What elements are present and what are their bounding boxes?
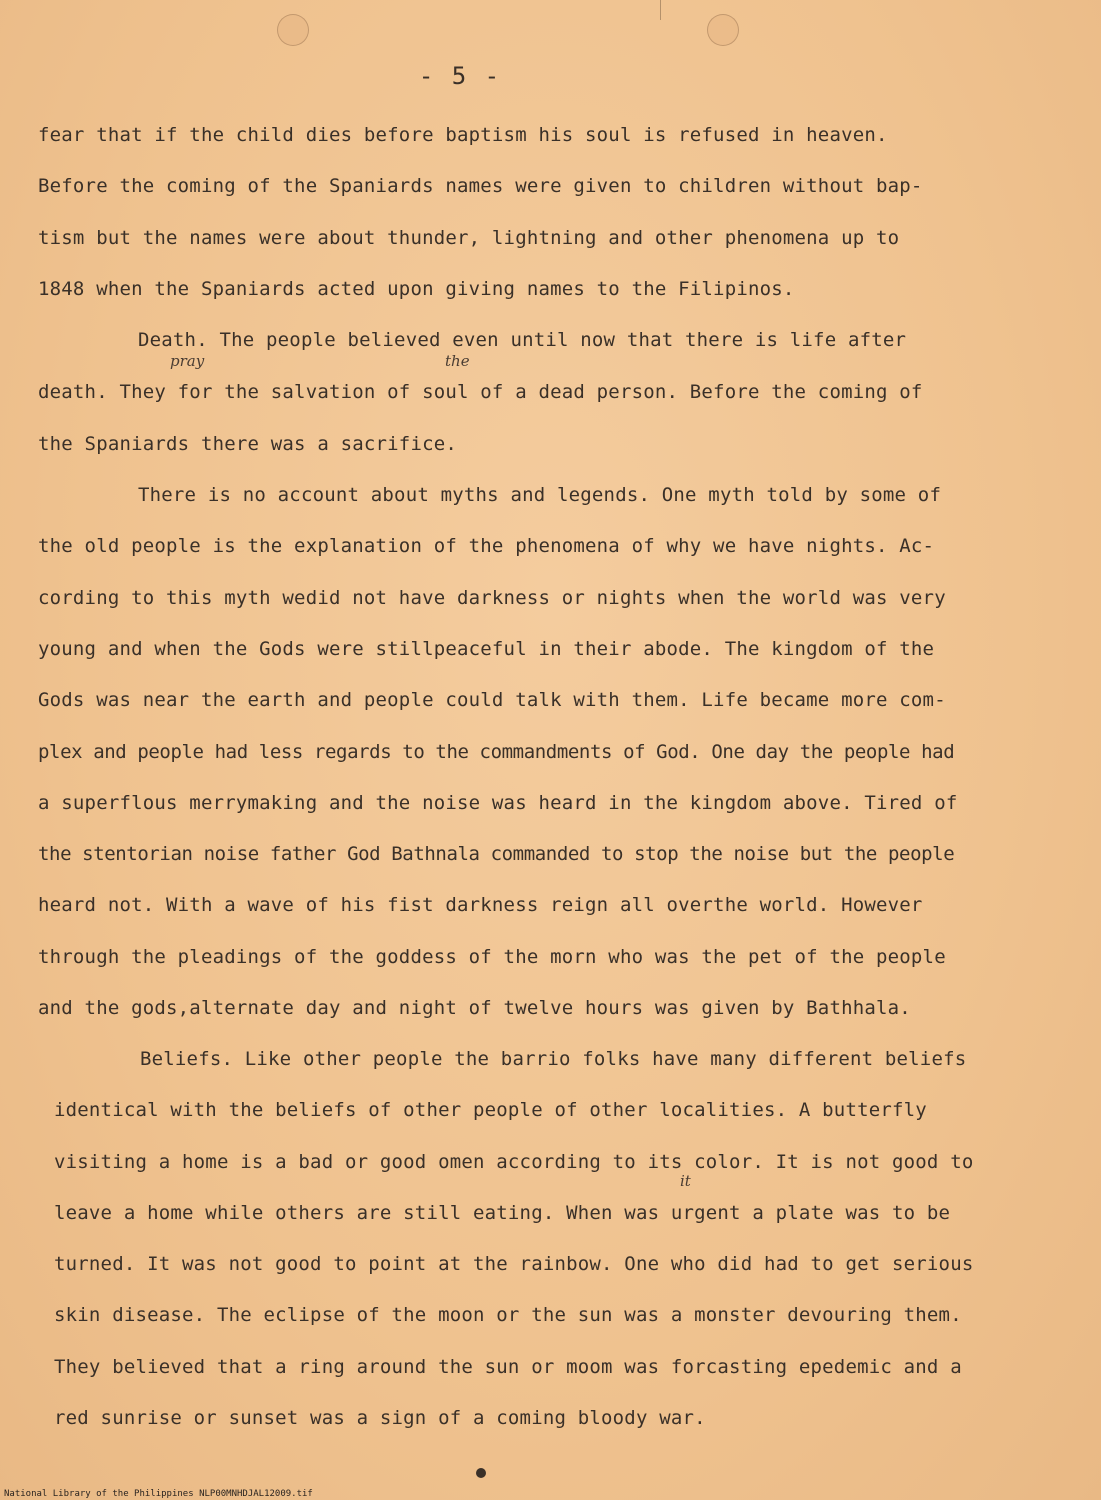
text-line: heard not. With a wave of his fist darkness reign all overthe world. However <box>38 894 923 916</box>
text-line: visiting a home is a bad or good omen according to its color. It is not good to <box>54 1151 974 1173</box>
text-line: turned. It was not good to point at the rainbow. One who did had to get serious <box>54 1253 974 1275</box>
handwritten-insertion-the: the <box>445 352 470 370</box>
text-line: young and when the Gods were stillpeaceful in their abode. The kingdom of the <box>38 638 935 660</box>
punch-hole-left <box>277 14 309 46</box>
text-line: skin disease. The eclipse of the moon or the sun was a monster devouring them. <box>54 1304 962 1326</box>
text-line: a superflous merrymaking and the noise was heard in the kingdom above. Tired of <box>38 792 958 814</box>
text-line: tism but the names were about thunder, lightning and other phenomena up to <box>38 227 900 249</box>
text-line: cording to this myth wedid not have darkness or nights when the world was very <box>38 587 946 609</box>
text-line: the old people is the explanation of the phenomena of why we have nights. Ac- <box>38 535 935 557</box>
punch-hole-right <box>707 14 739 46</box>
handwritten-insertion-it: it <box>680 1172 691 1190</box>
fold-mark <box>660 0 661 20</box>
text-line: fear that if the child dies before baptism his soul is refused in heaven. <box>38 124 888 146</box>
text-line: the Spaniards there was a sacrifice. <box>38 433 458 455</box>
text-line: They believed that a ring around the sun or moom was forcasting epedemic and a <box>54 1356 962 1378</box>
text-line: 1848 when the Spaniards acted upon giving names to the Filipinos. <box>38 278 795 300</box>
text-line: leave a home while others are still eating. When was urgent a plate was to be <box>54 1202 951 1224</box>
text-line: identical with the beliefs of other people of other localities. A butterfly <box>54 1099 927 1121</box>
text-line: death. They for the salvation of soul of a dead person. Before the coming of <box>38 381 923 403</box>
text-line: the stentorian noise father God Bathnala commanded to stop the noise but the people <box>38 843 955 865</box>
text-line: and the gods,alternate day and night of twelve hours was given by Bathhala. <box>38 997 911 1019</box>
page-number: - 5 - <box>418 62 502 90</box>
text-line: There is no account about myths and legends. One myth told by some of <box>138 484 942 506</box>
text-line: Gods was near the earth and people could talk with them. Life became more com- <box>38 689 946 711</box>
text-line: plex and people had less regards to the commandments of God. One day the people had <box>38 741 955 763</box>
text-line: Beliefs. Like other people the barrio folks have many different beliefs <box>140 1048 967 1070</box>
text-line: red sunrise or sunset was a sign of a coming bloody war. <box>54 1407 706 1429</box>
ink-dot <box>476 1468 486 1478</box>
handwritten-insertion-pray: pray <box>170 352 205 370</box>
text-line: Death. The people believed even until now that there is life after <box>138 329 907 351</box>
text-line: Before the coming of the Spaniards names were given to children without bap- <box>38 175 923 197</box>
archive-footer: National Library of the Philippines NLP00MNHDJAL12009.tif <box>4 1489 313 1499</box>
text-line: through the pleadings of the goddess of the morn who was the pet of the people <box>38 946 946 968</box>
